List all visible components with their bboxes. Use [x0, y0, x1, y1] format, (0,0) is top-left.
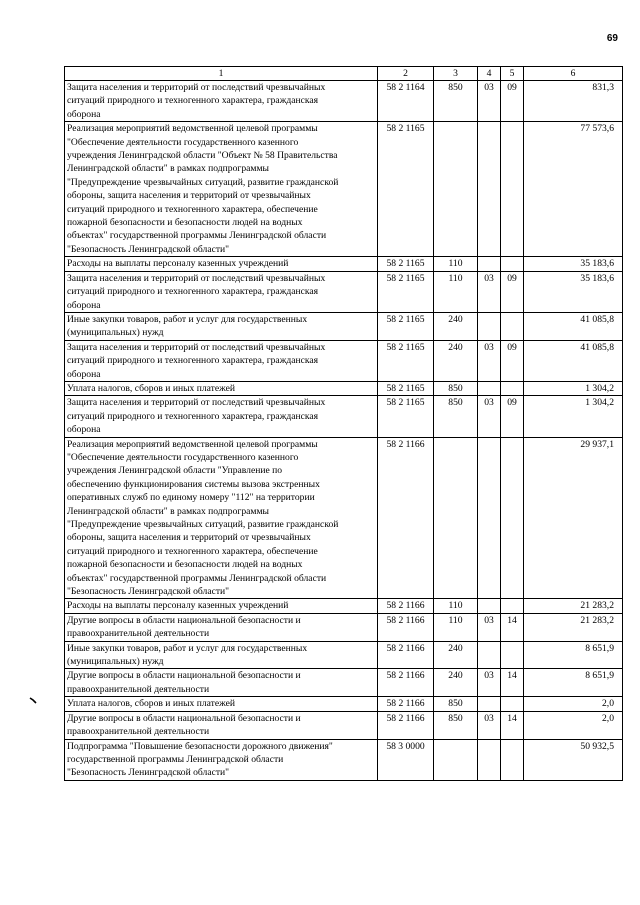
subsection-code	[501, 122, 524, 257]
amount-value: 21 283,2	[524, 599, 623, 613]
amount-value: 35 183,6	[524, 271, 623, 312]
amount-value: 2,0	[524, 697, 623, 711]
row-description: Расходы на выплаты персоналу казенных учреждений	[65, 257, 378, 271]
row-description: Уплата налогов, сборов и иных платежей	[65, 697, 378, 711]
amount-value: 50 932,5	[524, 739, 623, 780]
subsection-code: 14	[501, 669, 524, 697]
expense-type-code: 240	[434, 340, 478, 381]
subsection-code	[501, 381, 524, 395]
expense-type-code: 240	[434, 641, 478, 669]
section-code	[478, 312, 501, 340]
target-article-code: 58 2 1166	[378, 669, 434, 697]
table-row	[65, 396, 623, 437]
column-header: 1	[65, 67, 378, 81]
subsection-code	[501, 437, 524, 599]
table-row	[65, 312, 623, 340]
section-code: 03	[478, 81, 501, 122]
table-row	[65, 711, 623, 739]
amount-value: 35 183,6	[524, 257, 623, 271]
section-code	[478, 381, 501, 395]
section-code	[478, 697, 501, 711]
row-description: Реализация мероприятий ведомственной целевой программы "Обеспечение деятельности государственного казенного учреждения Ленинградской области "Управление по обеспечению функционирования системы вызова экстренных оперативных служб по единому номеру "112" на территории Ленинградской области" в рамках подпрограммы "Предупреждение чрезвычайных ситуаций, развитие гражданской обороны, защита населения и территорий от чрезвычайных ситуаций природного и техногенного характера, обеспечение пожарной безопасности и безопасности людей на водных объектах" государственной программы Ленинградской области "Безопасность Ленинградской области"	[65, 437, 378, 599]
expense-type-code	[434, 437, 478, 599]
subsection-code	[501, 739, 524, 780]
expense-type-code: 110	[434, 257, 478, 271]
section-code	[478, 122, 501, 257]
target-article-code: 58 2 1166	[378, 437, 434, 599]
row-description: Защита населения и территорий от последствий чрезвычайных ситуаций природного и техногенного характера, гражданская оборона	[65, 396, 378, 437]
column-header: 4	[478, 67, 501, 81]
target-article-code: 58 2 1165	[378, 122, 434, 257]
table-row	[65, 81, 623, 122]
subsection-code	[501, 599, 524, 613]
target-article-code: 58 3 0000	[378, 739, 434, 780]
amount-value: 831,3	[524, 81, 623, 122]
column-number-row	[65, 67, 623, 81]
expense-type-code: 850	[434, 396, 478, 437]
amount-value: 1 304,2	[524, 381, 623, 395]
amount-value: 41 085,8	[524, 340, 623, 381]
section-code	[478, 437, 501, 599]
table-row	[65, 613, 623, 641]
section-code	[478, 739, 501, 780]
target-article-code: 58 2 1165	[378, 257, 434, 271]
subsection-code: 09	[501, 81, 524, 122]
page-number: 69	[606, 33, 618, 44]
target-article-code: 58 2 1164	[378, 81, 434, 122]
amount-value: 1 304,2	[524, 396, 623, 437]
target-article-code: 58 2 1166	[378, 697, 434, 711]
row-description: Иные закупки товаров, работ и услуг для государственных (муниципальных) нужд	[65, 312, 378, 340]
row-description: Расходы на выплаты персоналу казенных учреждений	[65, 599, 378, 613]
column-header: 6	[524, 67, 623, 81]
section-code: 03	[478, 613, 501, 641]
expense-type-code: 850	[434, 381, 478, 395]
column-header: 2	[378, 67, 434, 81]
table-row	[65, 257, 623, 271]
row-description: Подпрограмма "Повышение безопасности дорожного движения" государственной программы Ленинградской области "Безопасность Ленинградской области"	[65, 739, 378, 780]
amount-value: 29 937,1	[524, 437, 623, 599]
subsection-code: 14	[501, 613, 524, 641]
section-code: 03	[478, 669, 501, 697]
subsection-code: 09	[501, 340, 524, 381]
expense-type-code: 110	[434, 271, 478, 312]
target-article-code: 58 2 1165	[378, 396, 434, 437]
row-description: Другие вопросы в области национальной безопасности и правоохранительной деятельности	[65, 711, 378, 739]
target-article-code: 58 2 1166	[378, 711, 434, 739]
table-row	[65, 340, 623, 381]
amount-value: 8 651,9	[524, 669, 623, 697]
expense-type-code	[434, 122, 478, 257]
row-description: Иные закупки товаров, работ и услуг для государственных (муниципальных) нужд	[65, 641, 378, 669]
section-code: 03	[478, 340, 501, 381]
budget-table	[64, 66, 623, 781]
amount-value: 77 573,6	[524, 122, 623, 257]
section-code	[478, 257, 501, 271]
row-description: Защита населения и территорий от последствий чрезвычайных ситуаций природного и техногенного характера, гражданская оборона	[65, 271, 378, 312]
table-row	[65, 697, 623, 711]
subsection-code: 14	[501, 711, 524, 739]
subsection-code	[501, 697, 524, 711]
row-description: Реализация мероприятий ведомственной целевой программы "Обеспечение деятельности государственного казенного учреждения Ленинградской области "Объект № 58 Правительства Ленинградской области" в рамках подпрограммы "Предупреждение чрезвычайных ситуаций, развитие гражданской обороны, защита населения и территорий от чрезвычайных ситуаций природного и техногенного характера, обеспечение пожарной безопасности и безопасности людей на водных объектах" государственной программы Ленинградской области "Безопасность Ленинградской области"	[65, 122, 378, 257]
pen-mark	[29, 696, 37, 704]
row-description: Защита населения и территорий от последствий чрезвычайных ситуаций природного и техногенного характера, гражданская оборона	[65, 340, 378, 381]
section-code: 03	[478, 711, 501, 739]
table-row	[65, 739, 623, 780]
section-code: 03	[478, 396, 501, 437]
expense-type-code: 850	[434, 81, 478, 122]
expense-type-code: 850	[434, 697, 478, 711]
subsection-code	[501, 312, 524, 340]
column-header: 3	[434, 67, 478, 81]
section-code	[478, 599, 501, 613]
target-article-code: 58 2 1165	[378, 381, 434, 395]
subsection-code	[501, 641, 524, 669]
expense-type-code: 240	[434, 312, 478, 340]
table-row	[65, 122, 623, 257]
expense-type-code: 110	[434, 599, 478, 613]
section-code	[478, 641, 501, 669]
expense-type-code: 240	[434, 669, 478, 697]
amount-value: 2,0	[524, 711, 623, 739]
expense-type-code	[434, 739, 478, 780]
row-description: Другие вопросы в области национальной безопасности и правоохранительной деятельности	[65, 669, 378, 697]
expense-type-code: 850	[434, 711, 478, 739]
amount-value: 8 651,9	[524, 641, 623, 669]
expense-type-code: 110	[434, 613, 478, 641]
target-article-code: 58 2 1165	[378, 340, 434, 381]
target-article-code: 58 2 1165	[378, 312, 434, 340]
section-code: 03	[478, 271, 501, 312]
column-header: 5	[501, 67, 524, 81]
row-description: Другие вопросы в области национальной безопасности и правоохранительной деятельности	[65, 613, 378, 641]
table-row	[65, 437, 623, 599]
target-article-code: 58 2 1165	[378, 271, 434, 312]
table-row	[65, 641, 623, 669]
subsection-code	[501, 257, 524, 271]
target-article-code: 58 2 1166	[378, 641, 434, 669]
table-row	[65, 271, 623, 312]
table-row	[65, 669, 623, 697]
table-row	[65, 599, 623, 613]
row-description: Защита населения и территорий от последствий чрезвычайных ситуаций природного и техногенного характера, гражданская оборона	[65, 81, 378, 122]
table-row	[65, 381, 623, 395]
row-description: Уплата налогов, сборов и иных платежей	[65, 381, 378, 395]
amount-value: 41 085,8	[524, 312, 623, 340]
subsection-code: 09	[501, 271, 524, 312]
target-article-code: 58 2 1166	[378, 599, 434, 613]
amount-value: 21 283,2	[524, 613, 623, 641]
target-article-code: 58 2 1166	[378, 613, 434, 641]
subsection-code: 09	[501, 396, 524, 437]
